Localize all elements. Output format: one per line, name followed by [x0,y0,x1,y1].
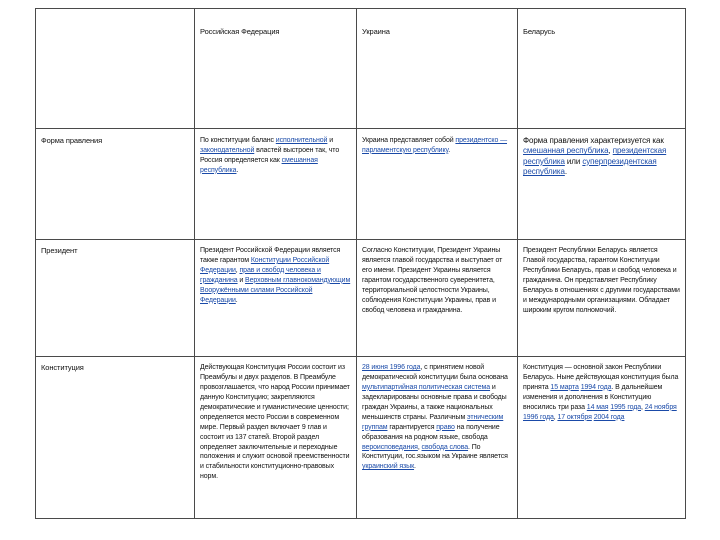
wiki-link[interactable]: 1996 года [523,413,554,421]
wiki-link[interactable]: президентская республика [523,146,667,166]
cell-text: властей выстроен так, что Россия определяется как [200,146,340,164]
table-row [36,129,686,240]
cell-text: Президент Российской Федерации является также гарантом [200,247,341,264]
wiki-link[interactable]: 2004 года [593,413,625,421]
wiki-link[interactable]: 1995 года [610,403,642,411]
header-row [36,9,686,129]
cell-text: , [641,403,645,411]
wiki-link[interactable]: 14 мая [586,403,609,411]
cell-text: Форма правления характеризуется как [523,136,664,145]
wiki-link[interactable]: мультипартийная политическая система [362,383,491,391]
header-russia: Российская Федерация [195,9,357,129]
cell-text: , [608,146,613,156]
cell-russia-constitution [195,357,357,519]
cell-text: . [236,166,239,174]
cell-text: и [327,137,334,144]
wiki-link[interactable]: 24 ноября [644,403,677,411]
wiki-link[interactable]: 28 июня 1996 года [362,364,421,371]
cell-text: , с принятием новой демократической конституции была основана [362,364,508,381]
cell-text: . [414,463,416,471]
cell-text: на получение образования на родном языке, свобода [362,423,500,441]
wiki-link[interactable]: 15 марта [550,383,579,391]
cell-text: Украина представляет собой [362,137,456,144]
wiki-link[interactable]: 1994 года [580,383,612,391]
wiki-link[interactable]: прав и свобод человека и гражданина [200,266,321,284]
cell-text: По конституции баланс [200,137,276,144]
cell-text: и [237,276,246,284]
cell-ukraine-constitution [357,357,518,519]
cell-text: или [564,156,583,166]
cell-text: Президент Республики Беларусь является Главой государства, гарантом Конституции Республики Беларусь, прав и свобод человека и гражданина. Он представляет Республику Беларусь в отношениях с другими государствами и международными организациями. Обладает широким кругом полномочий. [523,247,680,314]
wiki-link[interactable]: право [436,423,455,431]
cell-text: гарантируется [387,423,437,431]
cell-ukraine-president [357,240,518,357]
wiki-link[interactable]: этническим группам [362,413,504,431]
row-label-president: Президент [36,240,195,357]
cell-text: и задекларированы основные права и свободы граждан Украины, а также национальных меньшинств страны. Различным [362,383,507,421]
wiki-link[interactable]: суперпрезидентская республика [523,156,657,177]
wiki-link[interactable]: вероисповедания [362,443,418,451]
wiki-link[interactable]: президентско — парламентскую республику [362,137,507,154]
cell-text: , [553,413,558,421]
cell-ukraine-form [357,129,518,240]
wiki-link[interactable]: исполнительной [275,137,328,144]
cell-text: . [564,167,567,177]
cell-text: Согласно Конституции, Президент Украины является главой государства и выступает от его имени. Президент Украины является гарантом государственного суверенитета, территориальной целостности Украины, соблюдения Конституции Украины, прав и свобод человека и гражданина. [362,247,503,314]
wiki-link[interactable]: 17 октября [557,413,592,421]
header-corner-cell [36,9,195,129]
row-label-form: Форма правления [36,129,195,240]
cell-text: Действующая Конституция России состоит из Преамбулы и двух разделов. В Преамбуле провозглашается, что народ России принимает данную Конституцию; закрепляются демократические и гуманистические ценности; определяется место России в современном мире. Первый раздел включает 9 глав и состоит из 137 статей. Второй раздел определяет заключительные и переходные положения и служит основой преемственности и стабильности конституционно-правовых норм. [200,364,350,481]
wiki-link[interactable]: свобода слова [421,443,469,451]
cell-text: Конституция — основной закон Республики Беларусь. Ныне действующая конституция была принята [523,364,679,391]
cell-belarus-form [518,129,686,240]
cell-belarus-president [518,240,686,357]
cell-text: , [235,266,240,274]
cell-text: . По Конституции, гос.языком на Украине является [362,443,508,461]
cell-text: . [235,296,238,304]
cell-text: . [448,146,451,154]
cell-text: . В дальнейшем изменения и дополнения в Конституцию вносились три раза [523,383,663,411]
wiki-link[interactable]: смешанная республика [200,156,318,174]
cell-russia-president [195,240,357,357]
header-ukraine: Украина [357,9,518,129]
wiki-link[interactable]: Верховным главнокомандующим Вооружёнными силами Российской Федерации [200,276,351,304]
table-row [36,240,686,357]
cell-text: , [417,443,422,451]
table-row [36,357,686,519]
cell-russia-form [195,129,357,240]
comparison-table [35,8,686,519]
wiki-link[interactable]: украинский язык [362,463,415,471]
wiki-link[interactable]: Конституции Российской Федерации [200,256,330,274]
header-belarus: Беларусь [518,9,686,129]
wiki-link[interactable]: смешанная республика [523,146,609,156]
row-label-constitution: Конституция [36,357,195,519]
cell-belarus-constitution [518,357,686,519]
wiki-link[interactable]: законодательной [200,146,255,154]
